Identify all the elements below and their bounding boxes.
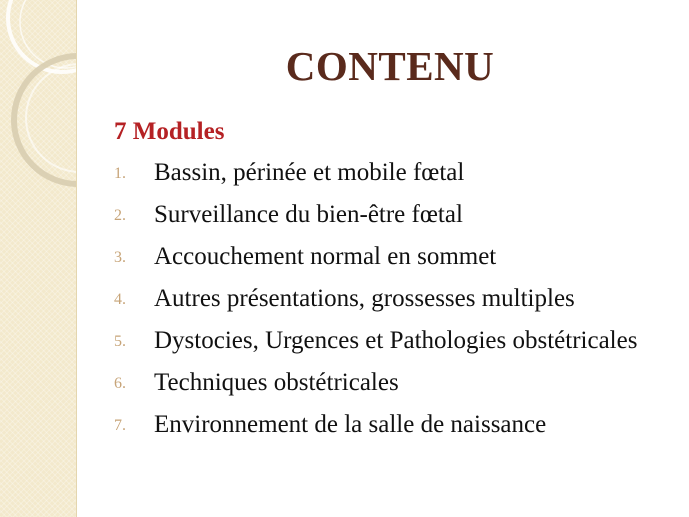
list-item-number: 2. xyxy=(114,207,126,224)
list-item-number: 3. xyxy=(114,249,126,266)
list-item-number: 1. xyxy=(114,165,126,182)
list-item-label: Bassin, périnée et mobile fœtal xyxy=(154,159,465,186)
list-item-label: Environnement de la salle de naissance xyxy=(154,411,547,438)
list-item-label: Dystocies, Urgences et Pathologies obstétricales xyxy=(154,327,638,354)
decorative-circles xyxy=(0,0,76,517)
section-heading: 7 Modules xyxy=(114,118,225,145)
list-item-label: Autres présentations, grossesses multiples xyxy=(154,285,575,312)
list-item-number: 7. xyxy=(114,417,126,434)
list-item-label: Surveillance du bien-être fœtal xyxy=(154,201,463,228)
list-item xyxy=(114,282,674,317)
list-item xyxy=(114,408,674,443)
slide-title: CONTENU xyxy=(285,43,495,89)
list-item xyxy=(114,198,674,233)
list-item-label: Accouchement normal en sommet xyxy=(154,243,497,270)
list-item-number: 4. xyxy=(114,291,126,308)
module-list xyxy=(114,156,674,450)
list-item xyxy=(114,156,674,191)
list-item xyxy=(114,324,674,359)
list-item xyxy=(114,240,674,275)
list-item xyxy=(114,366,674,401)
decorative-sidebar xyxy=(0,0,77,517)
list-item-label: Techniques obstétricales xyxy=(154,369,399,396)
list-item-number: 6. xyxy=(114,375,126,392)
list-item-number: 5. xyxy=(114,333,126,350)
